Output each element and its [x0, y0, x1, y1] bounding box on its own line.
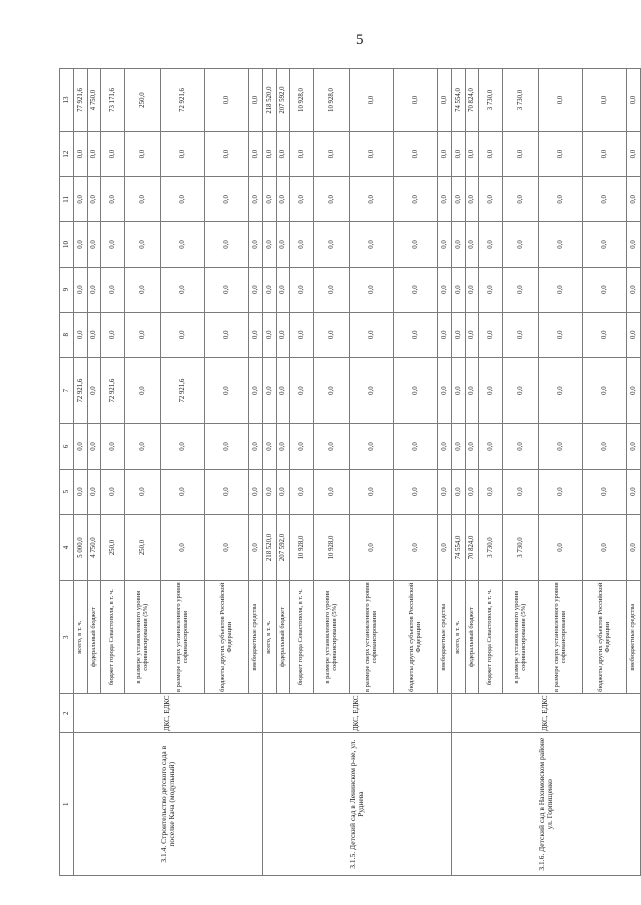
amount-cell: 0,0 — [263, 424, 277, 469]
funding-source-cell: федеральный бюджет — [88, 581, 101, 694]
amount-cell: 0,0 — [539, 424, 583, 469]
funding-source-cell: бюджет города Севастополя, в т. ч. — [479, 581, 503, 694]
funding-source-cell: внебюджетные средства — [627, 581, 641, 694]
funding-source-cell: внебюджетные средства — [438, 581, 452, 694]
rotated-table-scan — [59, 68, 637, 876]
funding-source-cell: всего, в т. ч. — [74, 581, 88, 694]
funding-source-cell: всего, в т. ч. — [452, 581, 466, 694]
amount-cell: 77 921,6 — [74, 69, 88, 132]
amount-cell: 0,0 — [394, 312, 438, 357]
amount-cell: 0,0 — [314, 469, 350, 514]
amount-cell: 0,0 — [394, 514, 438, 581]
amount-cell: 0,0 — [583, 267, 627, 312]
amount-cell: 0,0 — [290, 222, 314, 267]
amount-cell: 0,0 — [277, 424, 290, 469]
column-number: 9 — [60, 267, 74, 312]
amount-cell: 0,0 — [503, 424, 539, 469]
amount-cell: 0,0 — [205, 424, 249, 469]
amount-cell: 0,0 — [539, 222, 583, 267]
amount-cell: 0,0 — [438, 267, 452, 312]
amount-cell: 0,0 — [627, 222, 641, 267]
amount-cell: 0,0 — [314, 267, 350, 312]
column-number: 12 — [60, 132, 74, 177]
column-number: 8 — [60, 312, 74, 357]
amount-cell: 0,0 — [161, 267, 205, 312]
amount-cell: 0,0 — [350, 267, 394, 312]
amount-cell: 207 592,0 — [277, 514, 290, 581]
column-number: 3 — [60, 581, 74, 694]
amount-cell: 0,0 — [314, 222, 350, 267]
budget-table-body — [60, 69, 641, 876]
funding-source-cell: в размере сверх установленного уровня софинансирования — [161, 581, 205, 694]
amount-cell: 0,0 — [125, 222, 161, 267]
amount-cell: 0,0 — [101, 222, 125, 267]
amount-cell: 0,0 — [503, 222, 539, 267]
amount-cell: 0,0 — [249, 469, 263, 514]
amount-cell: 0,0 — [627, 312, 641, 357]
amount-cell: 0,0 — [88, 222, 101, 267]
amount-cell: 0,0 — [350, 357, 394, 424]
amount-cell: 0,0 — [101, 132, 125, 177]
amount-cell: 0,0 — [583, 357, 627, 424]
column-number: 10 — [60, 222, 74, 267]
amount-cell: 0,0 — [263, 222, 277, 267]
amount-cell: 0,0 — [479, 177, 503, 222]
amount-cell: 207 592,0 — [277, 69, 290, 132]
amount-cell: 0,0 — [350, 312, 394, 357]
amount-cell: 0,0 — [350, 469, 394, 514]
amount-cell: 0,0 — [249, 267, 263, 312]
amount-cell: 0,0 — [452, 177, 466, 222]
amount-cell: 3 730,0 — [503, 514, 539, 581]
column-number: 5 — [60, 469, 74, 514]
amount-cell: 0,0 — [583, 69, 627, 132]
amount-cell: 0,0 — [314, 312, 350, 357]
amount-cell: 0,0 — [394, 222, 438, 267]
amount-cell: 0,0 — [263, 312, 277, 357]
amount-cell: 0,0 — [101, 177, 125, 222]
amount-cell: 4 750,0 — [88, 514, 101, 581]
amount-cell: 0,0 — [466, 357, 479, 424]
funding-source-cell: внебюджетные средства — [249, 581, 263, 694]
rotated-table-container — [59, 68, 637, 876]
amount-cell: 0,0 — [205, 177, 249, 222]
amount-cell: 3 730,0 — [479, 514, 503, 581]
amount-cell: 0,0 — [205, 469, 249, 514]
amount-cell: 3 730,0 — [479, 69, 503, 132]
amount-cell: 70 824,0 — [466, 69, 479, 132]
funding-source-cell: федеральный бюджет — [466, 581, 479, 694]
amount-cell: 0,0 — [161, 177, 205, 222]
column-number: 2 — [60, 694, 74, 733]
amount-cell: 70 824,0 — [466, 514, 479, 581]
amount-cell: 0,0 — [249, 514, 263, 581]
amount-cell: 0,0 — [438, 132, 452, 177]
amount-cell: 0,0 — [125, 312, 161, 357]
amount-cell: 0,0 — [627, 177, 641, 222]
amount-cell: 72 921,6 — [161, 69, 205, 132]
amount-cell: 250,0 — [101, 514, 125, 581]
amount-cell: 0,0 — [627, 267, 641, 312]
amount-cell: 0,0 — [583, 177, 627, 222]
amount-cell: 4 750,0 — [88, 69, 101, 132]
amount-cell: 250,0 — [125, 69, 161, 132]
amount-cell: 0,0 — [452, 469, 466, 514]
amount-cell: 0,0 — [88, 312, 101, 357]
amount-cell: 0,0 — [249, 312, 263, 357]
amount-cell: 0,0 — [350, 424, 394, 469]
amount-cell: 0,0 — [277, 267, 290, 312]
amount-cell: 0,0 — [205, 514, 249, 581]
amount-cell: 0,0 — [479, 424, 503, 469]
amount-cell: 0,0 — [205, 132, 249, 177]
amount-cell: 0,0 — [539, 177, 583, 222]
amount-cell: 0,0 — [263, 267, 277, 312]
amount-cell: 0,0 — [479, 312, 503, 357]
amount-cell: 0,0 — [205, 222, 249, 267]
amount-cell: 0,0 — [74, 469, 88, 514]
amount-cell: 0,0 — [452, 267, 466, 312]
amount-cell: 218 520,0 — [263, 514, 277, 581]
amount-cell: 0,0 — [350, 177, 394, 222]
amount-cell: 0,0 — [101, 312, 125, 357]
amount-cell: 0,0 — [277, 312, 290, 357]
executor-cell: ДКС, ЕДКС — [263, 694, 452, 733]
amount-cell: 0,0 — [583, 424, 627, 469]
amount-cell: 0,0 — [263, 469, 277, 514]
amount-cell: 0,0 — [503, 267, 539, 312]
amount-cell: 0,0 — [583, 132, 627, 177]
amount-cell: 0,0 — [125, 469, 161, 514]
amount-cell: 0,0 — [88, 267, 101, 312]
amount-cell: 0,0 — [205, 312, 249, 357]
amount-cell: 0,0 — [503, 132, 539, 177]
amount-cell: 0,0 — [161, 514, 205, 581]
amount-cell: 0,0 — [479, 357, 503, 424]
amount-cell: 0,0 — [627, 132, 641, 177]
amount-cell: 0,0 — [161, 132, 205, 177]
amount-cell: 0,0 — [263, 132, 277, 177]
amount-cell: 0,0 — [503, 357, 539, 424]
amount-cell: 74 554,0 — [452, 514, 466, 581]
amount-cell: 0,0 — [249, 132, 263, 177]
amount-cell: 0,0 — [290, 132, 314, 177]
funding-source-cell: бюджеты других субъектов Российской Федерации — [394, 581, 438, 694]
amount-cell: 0,0 — [74, 177, 88, 222]
amount-cell: 0,0 — [314, 177, 350, 222]
funding-source-cell: в размере установленного уровня софинансирования (5%) — [125, 581, 161, 694]
amount-cell: 0,0 — [583, 514, 627, 581]
amount-cell: 0,0 — [88, 424, 101, 469]
column-number: 6 — [60, 424, 74, 469]
amount-cell: 0,0 — [277, 177, 290, 222]
amount-cell: 0,0 — [249, 357, 263, 424]
amount-cell: 0,0 — [539, 267, 583, 312]
amount-cell: 0,0 — [479, 469, 503, 514]
amount-cell: 10 928,0 — [290, 514, 314, 581]
amount-cell: 0,0 — [290, 357, 314, 424]
amount-cell: 0,0 — [479, 267, 503, 312]
amount-cell: 0,0 — [452, 222, 466, 267]
amount-cell: 0,0 — [290, 424, 314, 469]
amount-cell: 10 928,0 — [290, 69, 314, 132]
amount-cell: 0,0 — [74, 222, 88, 267]
amount-cell: 0,0 — [503, 177, 539, 222]
column-number-row — [60, 69, 74, 876]
amount-cell: 0,0 — [101, 469, 125, 514]
amount-cell: 0,0 — [277, 222, 290, 267]
amount-cell: 0,0 — [290, 312, 314, 357]
amount-cell: 0,0 — [394, 177, 438, 222]
amount-cell: 0,0 — [314, 132, 350, 177]
amount-cell: 0,0 — [394, 469, 438, 514]
amount-cell: 10 928,0 — [314, 69, 350, 132]
amount-cell: 72 921,6 — [74, 357, 88, 424]
amount-cell: 0,0 — [350, 132, 394, 177]
funding-source-cell: в размере установленного уровня софинансирования (5%) — [314, 581, 350, 694]
column-number: 13 — [60, 69, 74, 132]
amount-cell: 0,0 — [125, 177, 161, 222]
amount-cell: 0,0 — [277, 357, 290, 424]
amount-cell: 5 000,0 — [74, 514, 88, 581]
amount-cell: 0,0 — [539, 132, 583, 177]
amount-cell: 0,0 — [627, 469, 641, 514]
budget-table — [59, 68, 641, 876]
amount-cell: 0,0 — [466, 312, 479, 357]
table-row — [74, 69, 88, 876]
funding-source-cell: в размере установленного уровня софинансирования (5%) — [503, 581, 539, 694]
amount-cell: 0,0 — [394, 357, 438, 424]
amount-cell: 0,0 — [438, 312, 452, 357]
funding-source-cell: в размере сверх установленного уровня софинансирования — [350, 581, 394, 694]
funding-source-cell: бюджет города Севастополя, в т. ч. — [290, 581, 314, 694]
amount-cell: 0,0 — [74, 312, 88, 357]
amount-cell: 0,0 — [539, 357, 583, 424]
amount-cell: 0,0 — [466, 424, 479, 469]
amount-cell: 3 730,0 — [503, 69, 539, 132]
amount-cell: 0,0 — [314, 424, 350, 469]
amount-cell: 0,0 — [394, 132, 438, 177]
amount-cell: 250,0 — [125, 514, 161, 581]
amount-cell: 0,0 — [249, 177, 263, 222]
amount-cell: 0,0 — [88, 469, 101, 514]
amount-cell: 0,0 — [290, 469, 314, 514]
amount-cell: 0,0 — [452, 132, 466, 177]
amount-cell: 0,0 — [627, 69, 641, 132]
amount-cell: 0,0 — [479, 222, 503, 267]
amount-cell: 0,0 — [277, 469, 290, 514]
amount-cell: 0,0 — [394, 69, 438, 132]
amount-cell: 0,0 — [350, 69, 394, 132]
table-row — [263, 69, 277, 876]
column-number: 4 — [60, 514, 74, 581]
amount-cell: 73 171,6 — [101, 69, 125, 132]
amount-cell: 0,0 — [539, 469, 583, 514]
amount-cell: 10 928,0 — [314, 514, 350, 581]
amount-cell: 0,0 — [125, 132, 161, 177]
amount-cell: 0,0 — [314, 357, 350, 424]
page-number: 5 — [356, 32, 364, 48]
amount-cell: 0,0 — [627, 357, 641, 424]
column-number: 1 — [60, 733, 74, 876]
amount-cell: 0,0 — [438, 357, 452, 424]
amount-cell: 0,0 — [290, 267, 314, 312]
amount-cell: 0,0 — [466, 222, 479, 267]
amount-cell: 0,0 — [277, 132, 290, 177]
amount-cell: 0,0 — [503, 469, 539, 514]
amount-cell: 0,0 — [205, 69, 249, 132]
amount-cell: 0,0 — [452, 357, 466, 424]
amount-cell: 0,0 — [466, 267, 479, 312]
amount-cell: 0,0 — [438, 469, 452, 514]
amount-cell: 0,0 — [74, 267, 88, 312]
amount-cell: 0,0 — [539, 312, 583, 357]
amount-cell: 72 921,6 — [161, 357, 205, 424]
funding-source-cell: бюджет города Севастополя, в т. ч. — [101, 581, 125, 694]
amount-cell: 72 921,6 — [101, 357, 125, 424]
amount-cell: 0,0 — [88, 357, 101, 424]
amount-cell: 0,0 — [466, 469, 479, 514]
amount-cell: 0,0 — [205, 357, 249, 424]
amount-cell: 0,0 — [350, 514, 394, 581]
executor-cell: ДКС, ЕДКС — [452, 694, 641, 733]
amount-cell: 0,0 — [88, 177, 101, 222]
amount-cell: 0,0 — [161, 222, 205, 267]
amount-cell: 0,0 — [438, 69, 452, 132]
amount-cell: 0,0 — [101, 267, 125, 312]
amount-cell: 0,0 — [88, 132, 101, 177]
amount-cell: 0,0 — [394, 267, 438, 312]
amount-cell: 0,0 — [161, 312, 205, 357]
column-number: 11 — [60, 177, 74, 222]
amount-cell: 0,0 — [125, 267, 161, 312]
amount-cell: 0,0 — [583, 312, 627, 357]
executor-cell: ДКС, ЕДКС — [74, 694, 263, 733]
amount-cell: 0,0 — [125, 424, 161, 469]
amount-cell: 0,0 — [263, 357, 277, 424]
funding-source-cell: в размере сверх установленного уровня софинансирования — [539, 581, 583, 694]
amount-cell: 74 554,0 — [452, 69, 466, 132]
amount-cell: 0,0 — [627, 514, 641, 581]
amount-cell: 0,0 — [249, 69, 263, 132]
amount-cell: 0,0 — [125, 357, 161, 424]
amount-cell: 0,0 — [161, 424, 205, 469]
amount-cell: 0,0 — [452, 312, 466, 357]
amount-cell: 0,0 — [290, 177, 314, 222]
amount-cell: 0,0 — [394, 424, 438, 469]
funding-source-cell: всего, в т. ч. — [263, 581, 277, 694]
amount-cell: 0,0 — [466, 177, 479, 222]
funding-source-cell: бюджеты других субъектов Российской Федерации — [205, 581, 249, 694]
object-name-cell: 3.1.4. Строительство детского сада в поселке Кача (модульный) — [74, 733, 263, 876]
amount-cell: 218 520,0 — [263, 69, 277, 132]
funding-source-cell: федеральный бюджет — [277, 581, 290, 694]
amount-cell: 0,0 — [503, 312, 539, 357]
amount-cell: 0,0 — [161, 469, 205, 514]
amount-cell: 0,0 — [101, 424, 125, 469]
amount-cell: 0,0 — [627, 424, 641, 469]
amount-cell: 0,0 — [583, 222, 627, 267]
amount-cell: 0,0 — [249, 222, 263, 267]
amount-cell: 0,0 — [479, 132, 503, 177]
amount-cell: 0,0 — [263, 177, 277, 222]
amount-cell: 0,0 — [438, 514, 452, 581]
amount-cell: 0,0 — [438, 177, 452, 222]
table-row — [452, 69, 466, 876]
amount-cell: 0,0 — [205, 267, 249, 312]
amount-cell: 0,0 — [74, 424, 88, 469]
amount-cell: 0,0 — [249, 424, 263, 469]
amount-cell: 0,0 — [350, 222, 394, 267]
funding-source-cell: бюджеты других субъектов Российской Федерации — [583, 581, 627, 694]
amount-cell: 0,0 — [438, 222, 452, 267]
amount-cell: 0,0 — [438, 424, 452, 469]
amount-cell: 0,0 — [539, 69, 583, 132]
amount-cell: 0,0 — [539, 514, 583, 581]
object-name-cell: 3.1.6. Детский сад в Нахимовском районе ул. Горпищенко — [452, 733, 641, 876]
amount-cell: 0,0 — [583, 469, 627, 514]
object-name-cell: 3.1.5. Детский сад в Ленинском р-не, ул. Руднева — [263, 733, 452, 876]
amount-cell: 0,0 — [466, 132, 479, 177]
amount-cell: 0,0 — [452, 424, 466, 469]
column-number: 7 — [60, 357, 74, 424]
amount-cell: 0,0 — [74, 132, 88, 177]
